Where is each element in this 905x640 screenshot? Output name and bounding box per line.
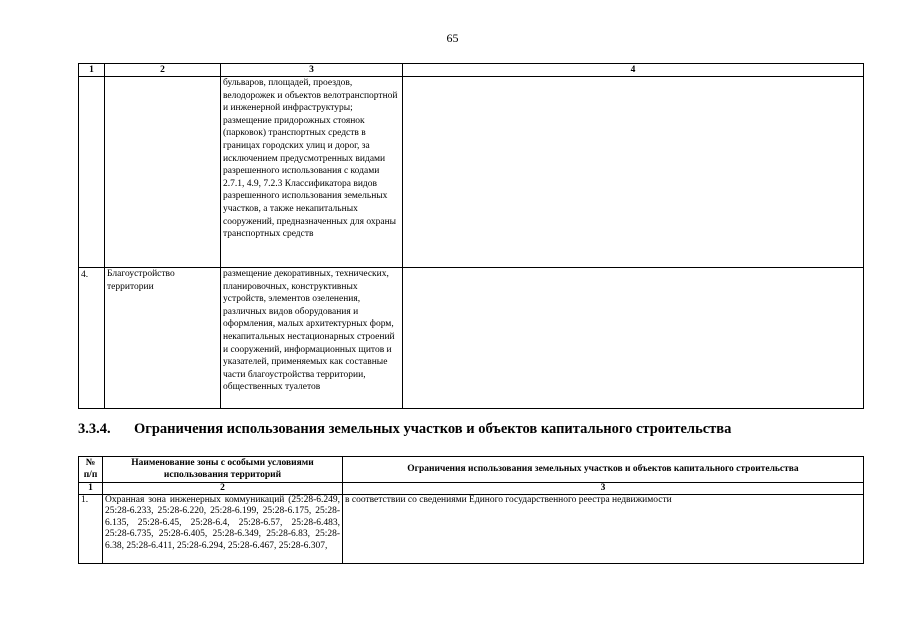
column-number-3: 3 — [343, 483, 864, 495]
table-row — [79, 77, 864, 268]
header-col-3: 3 — [221, 64, 403, 77]
header-number: № п/п — [79, 457, 103, 483]
column-number-1: 1 — [79, 483, 103, 495]
row-number — [79, 77, 105, 268]
column-number-2: 2 — [103, 483, 343, 495]
header-col-4: 4 — [403, 64, 864, 77]
row-col4 — [403, 77, 864, 268]
table-header-row — [79, 64, 864, 77]
column-numbers-row — [79, 483, 864, 495]
page-number: 65 — [446, 31, 459, 45]
table-row — [79, 268, 864, 409]
row-col4 — [403, 268, 864, 409]
land-use-table — [78, 63, 864, 409]
row-name: Благоустройство территории — [105, 268, 221, 409]
table-header-row — [79, 457, 864, 483]
table-row — [79, 495, 864, 564]
restrictions-table — [78, 456, 864, 564]
row-number: 1. — [79, 495, 103, 564]
section-heading — [78, 420, 731, 438]
row-description: бульваров, площадей, проездов, велодорожек и объектов велотранспортной и инженерной инфраструктуры; размещение придорожных стоянок (парковок) транспортных средств в границах городских улиц и дорог, за исключением предусмотренных видами разрешенного использования с кодами 2.7.1, 4.9, 7.2.3 Классификатора видов разрешенного использования земельных участков, а также некапитальных сооружений, предназначенных для охраны транспортных средств — [221, 77, 403, 268]
row-number: 4. — [79, 268, 105, 409]
header-zone: Наименование зоны с особыми условиями использования территорий — [103, 457, 343, 483]
section-number: 3.3.4. — [78, 421, 111, 437]
header-col-2: 2 — [105, 64, 221, 77]
header-col-1: 1 — [79, 64, 105, 77]
row-description: размещение декоративных, технических, планировочных, конструктивных устройств, элементов озеленения, различных видов оборудования и оформления, малых архитектурных форм, некапитальных нестационарных строений и сооружений, информационных щитов и указателей, применяемых как составные части благоустройства территории, общественных туалетов — [221, 268, 403, 409]
header-restriction: Ограничения использования земельных участков и объектов капитального строительства — [343, 457, 864, 483]
row-name — [105, 77, 221, 268]
zone-name: Охранная зона инженерных коммуникаций (25:28-6.249, 25:28-6.233, 25:28-6.220, 25:28-6.199, 25:28-6.175, 25:28-6.135, 25:28-6.45, 25:28-6.4, 25:28-6.57, 25:28-6.483, 25:28-6.735, 25:28-6.405, 25:28-6.349, 25:28-6.83, 25:28-6.38, 25:28-6.411, 25:28-6.294, 25:28-6.467, 25:28-6.307, — [103, 495, 343, 564]
restriction-text: в соответствии со сведениями Единого государственного реестра недвижимости — [343, 495, 864, 564]
section-title: Ограничения использования земельных участков и объектов капитального строительства — [134, 421, 732, 437]
